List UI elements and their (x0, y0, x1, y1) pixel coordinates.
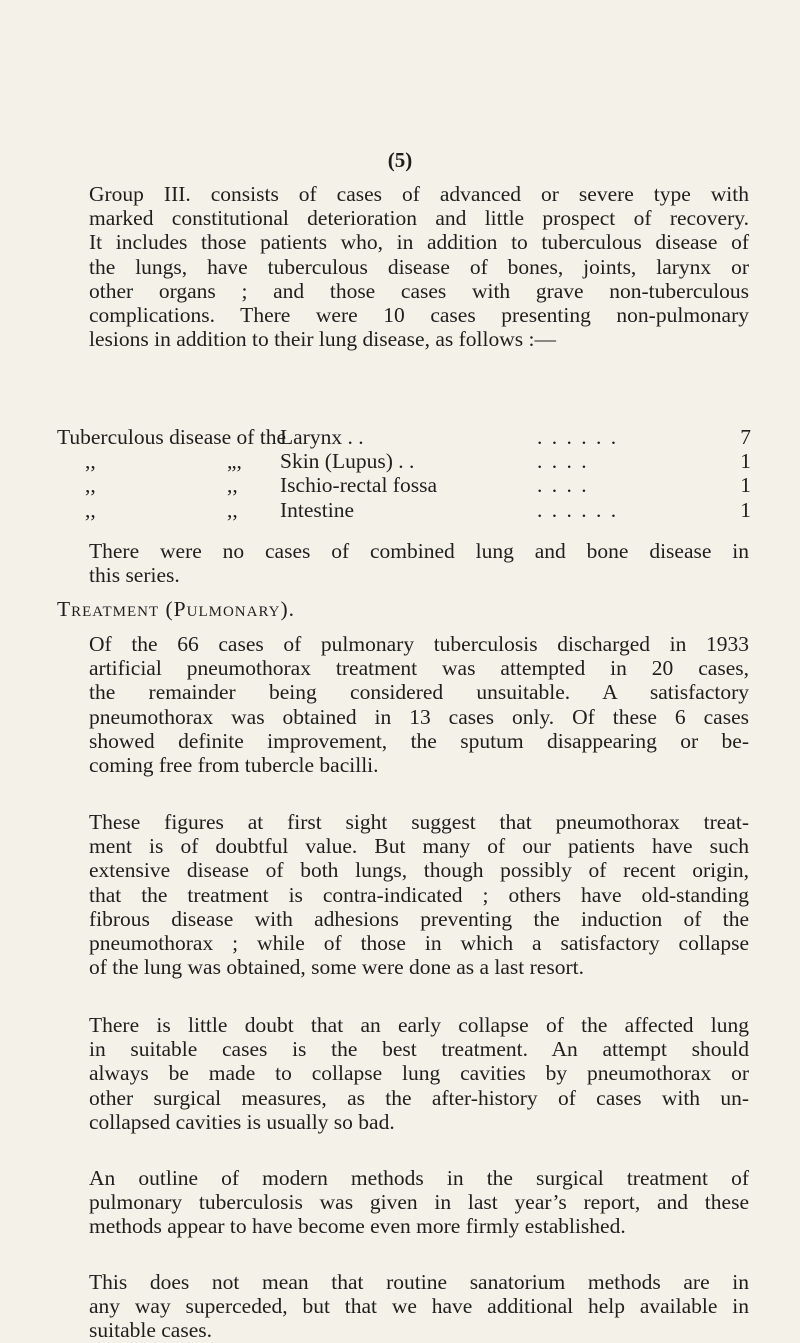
text-line: These figures at first sight suggest that pneumothorax treat- (89, 810, 749, 834)
text-line: There is little doubt that an early collapse of the affected lung (89, 1013, 749, 1037)
text-line: that the treatment is contra-indicated ; others have old-standing (89, 882, 749, 907)
paragraph-modern-methods (57, 1166, 749, 1239)
paragraph-early-collapse (57, 1013, 749, 1134)
text-line: other organs ; and those cases with grave non-tuberculous (89, 278, 749, 303)
row-ditto: „, (227, 449, 242, 474)
text-line: pulmonary tuberculosis was given in last year’s report, and these (89, 1190, 749, 1215)
text-line: marked constitutional deterioration and little prospect of recovery. (89, 206, 749, 231)
text-line: this series. (89, 563, 180, 588)
text-line: always be made to collapse lung cavities by pneumothorax or (89, 1061, 749, 1086)
row-site: Larynx . . (280, 425, 364, 449)
text-line: suitable cases. (89, 1318, 212, 1343)
row-count: 7 (740, 425, 751, 449)
text-line: the lungs, have tuberculous disease of bones, joints, larynx or (89, 254, 749, 279)
row-prefix: Tuberculous disease of the (57, 425, 287, 449)
page-number: (5) (387, 148, 413, 172)
row-site: Skin (Lupus) . . (280, 449, 415, 474)
text-line: complications. There were 10 cases presenting non-pulmonary (89, 303, 749, 328)
text-line: showed definite improvement, the sputum disappearing or be- (89, 728, 749, 753)
row-leaders: . . . . (537, 473, 589, 498)
text-line: An outline of modern methods in the surgical treatment of (89, 1166, 749, 1190)
row-count: 1 (740, 473, 751, 498)
text-line: fibrous disease with adhesions preventing the induction of the (89, 906, 749, 931)
text-line: pneumothorax was obtained in 13 cases only. Of these 6 cases (89, 704, 749, 729)
row-site: Ischio-rectal fossa (280, 473, 437, 498)
paragraph-no-combined (57, 539, 749, 587)
text-line: in suitable cases is the best treatment. An attempt should (89, 1037, 749, 1062)
row-ditto: ,, (227, 497, 238, 522)
row-site: Intestine (280, 497, 355, 522)
text-line: collapsed cavities is usually so bad. (89, 1109, 395, 1134)
text-line: the remainder being considered unsuitable. A satisfactory (89, 680, 749, 705)
text-line: of the lung was obtained, some were done as a last resort. (89, 955, 584, 980)
text-line: It includes those patients who, in addition to tuberculous disease of (89, 230, 749, 255)
row-ditto: ,, (85, 497, 96, 522)
section-heading: Treatment (Pulmonary). (57, 597, 295, 621)
paragraph-group-three (57, 182, 749, 351)
row-ditto: ,, (85, 473, 96, 498)
text-line: artificial pneumothorax treatment was attempted in 20 cases, (89, 656, 749, 681)
text-line: pneumothorax ; while of those in which a satisfactory collapse (89, 931, 749, 956)
text-line: any way superceded, but that we have additional help available in (89, 1294, 749, 1319)
text-line: ment is of doubtful value. But many of our patients have such (89, 834, 749, 859)
text-line: Group III. consists of cases of advanced or severe type with (89, 182, 749, 206)
text-line: Of the 66 cases of pulmonary tuberculosis discharged in 1933 (89, 632, 749, 656)
text-line: This does not mean that routine sanatorium methods are in (89, 1270, 749, 1294)
row-ditto: ,, (227, 473, 238, 498)
text-line: coming free from tubercle bacilli. (89, 753, 379, 778)
paragraph-figures (57, 810, 749, 979)
paragraph-sanatorium (57, 1270, 749, 1343)
text-line: other surgical measures, as the after-history of cases with un- (89, 1085, 749, 1110)
text-line: extensive disease of both lungs, though possibly of recent origin, (89, 858, 749, 883)
lesions-table (57, 425, 757, 522)
table-row (57, 449, 757, 473)
row-count: 1 (740, 497, 751, 522)
text-line: methods appear to have become even more firmly established. (89, 1214, 626, 1239)
table-row (57, 498, 757, 522)
row-leaders: . . . . (537, 449, 589, 474)
row-leaders: . . . . . . (537, 497, 619, 522)
text-line: There were no cases of combined lung and bone disease in (89, 539, 749, 563)
table-row (57, 473, 757, 497)
row-count: 1 (740, 449, 751, 474)
text-line: lesions in addition to their lung disease, as follows :— (89, 327, 556, 352)
row-ditto: ,, (85, 449, 96, 474)
table-row (57, 425, 757, 449)
row-leaders: . . . . . . (537, 425, 619, 449)
paragraph-pneumothorax-results (57, 632, 749, 777)
